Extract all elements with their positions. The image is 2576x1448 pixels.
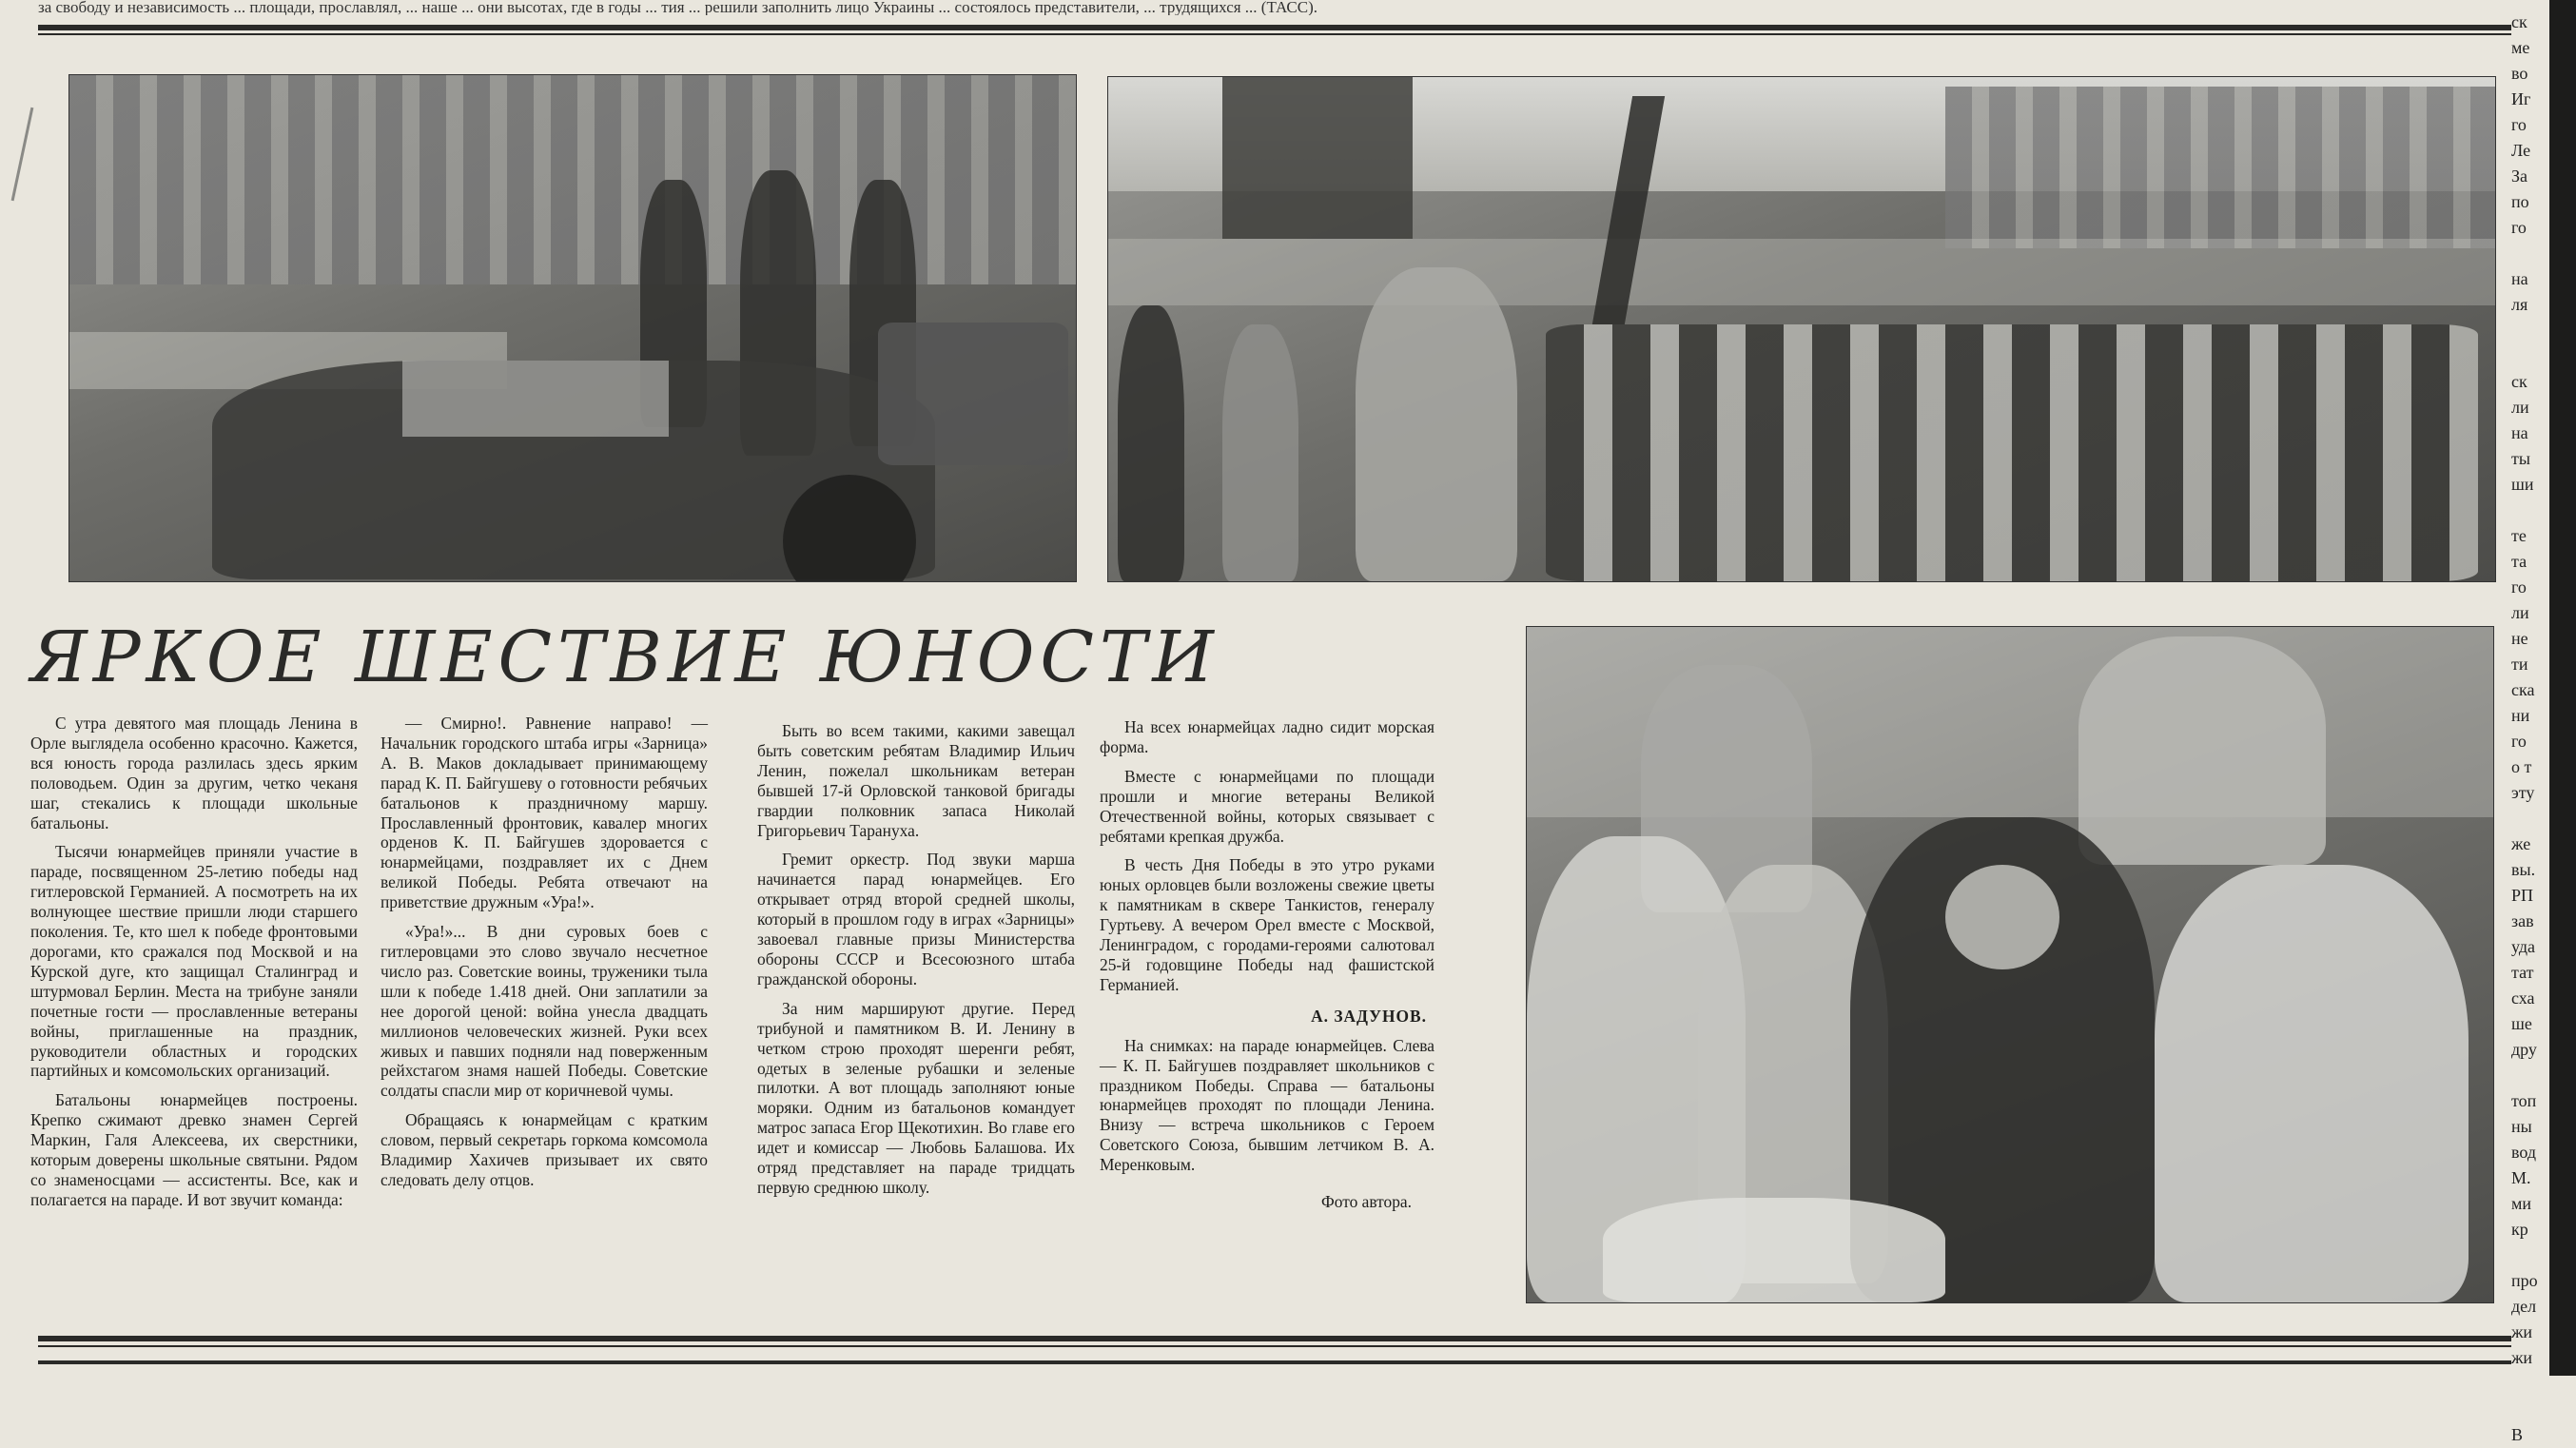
edge-fragment-line: ми (2511, 1194, 2532, 1213)
paragraph: С утра девятого мая площадь Ленина в Орле выглядела особенно красочно. Кажется, вся юность города разлилась здесь ярким половодьем. Один за другим, четко чеканя шаг, стекались к площади школьные батальоны. (30, 714, 358, 832)
edge-fragment-line: ти (2511, 655, 2528, 674)
paragraph: Гремит оркестр. Под звуки марша начинается парад юнармейцев. Его открывает отряд второй средней школы, который в прошлом году в играх «Зарницы» завоевал главные призы Министерства обороны СССР и Всесоюзного штаба гражданской обороны. (757, 850, 1075, 988)
edge-fragment-line: го (2511, 115, 2527, 134)
edge-fragment-line: не (2511, 629, 2528, 648)
top-article-fragment: за свободу и независимость ... площади, прославлял, ... наше ... они высотах, где в годы ... тия ... решили заполнить лицо Украины ... состоялось представители, ... трудящихся ... (ТАСС). (38, 0, 1318, 15)
edge-fragment-line: тат (2511, 963, 2534, 982)
paragraph: Быть во всем такими, какими завещал быть советским ребятам Владимир Ильич Ленин, пожелал школьникам ветеран бывшей 17-й Орловской танковой бригады гвардии полковник запаса Николай Григорьевич Тарануха. (757, 721, 1075, 840)
edge-fragment-line: ни (2511, 706, 2530, 725)
edge-fragment-line (2511, 1243, 2549, 1268)
pencil-mark (11, 108, 34, 201)
edge-fragment-line: дру (2511, 1040, 2537, 1059)
bottom-rule-thin (38, 1345, 2511, 1347)
edge-fragment-line: во (2511, 64, 2528, 83)
edge-fragment-line: В (2511, 1425, 2524, 1444)
edge-fragment-line (2511, 806, 2549, 832)
edge-fragment-line: го (2511, 218, 2527, 237)
top-rule (38, 25, 2511, 30)
paragraph: Обращаясь к юнармейцам с кратким словом, первый секретарь горкома комсомола Владимир Хахичев призывает их свято следовать делу отцов. (381, 1110, 708, 1189)
paragraph: В честь Дня Победы в это утро руками юных орловцев были возложены свежие цветы к памятникам в сквере Танкистов, генералу Гуртьеву. А вечером Орел вместе с Москвой, Ленинградом, с городами-героями салютовал 25-й годовщине Победы над фашистской Германией. (1100, 855, 1434, 994)
article-column-3 (757, 721, 1075, 1207)
edge-fragment-line: го (2511, 732, 2527, 751)
edge-fragment-line: на (2511, 269, 2528, 288)
paragraph: На всех юнармейцах ладно сидит морская форма. (1100, 717, 1434, 756)
edge-fragment-line: За (2511, 166, 2528, 186)
edge-fragment-line: Иг (2511, 89, 2531, 108)
article-column-1 (30, 714, 358, 1220)
edge-fragment-line (2511, 318, 2549, 343)
edge-fragment-line (2511, 241, 2549, 266)
edge-fragment-line: вод (2511, 1143, 2537, 1162)
edge-fragment-line: эту (2511, 783, 2535, 802)
bottom-rule (38, 1336, 2511, 1341)
edge-fragment-line: ме (2511, 38, 2530, 57)
paragraph: Вместе с юнармейцами по площади прошли и многие ветераны Великой Отечественной войны, которых связывает с ребятами крепкая дружба. (1100, 766, 1434, 846)
edge-fragment-line: кр (2511, 1220, 2528, 1239)
edge-fragment-line: Ле (2511, 141, 2531, 160)
edge-fragment-line: ше (2511, 1014, 2532, 1033)
edge-fragment-line: та (2511, 552, 2527, 571)
author-signature: А. ЗАДУНОВ. (1311, 1006, 1427, 1026)
edge-fragment-line: РП (2511, 886, 2534, 905)
edge-fragment-line: ля (2511, 295, 2528, 314)
edge-fragment-line: сха (2511, 988, 2535, 1008)
edge-fragment-line: ска (2511, 680, 2535, 699)
edge-fragment-line (2511, 1397, 2549, 1422)
paragraph: За ним маршируют другие. Перед трибуной и памятником В. И. Ленину в четком строю проходят шеренги ребят, одетых в зеленые рубашки и зеленые пилотки. А вот площадь заполняют юные моряки. Одним из батальонов командует матрос запаса Егор Щекотихин. Во главе его идет и комиссар — Любовь Балашова. Их отряд представляет на параде тридцать первую среднюю школу. (757, 998, 1075, 1197)
adjacent-column-fragments (2511, 10, 2549, 1448)
edge-fragment-line (2511, 498, 2549, 523)
edge-fragment-line: ши (2511, 475, 2534, 494)
edge-fragment-line: о т (2511, 757, 2532, 776)
edge-fragment-line: уда (2511, 937, 2536, 956)
photo-parade-march (1107, 76, 2496, 582)
paragraph: Батальоны юнармейцев построены. Крепко сжимают древко знамен Сергей Маркин, Галя Алексеева, их сверстники, которым доверены школьные святыни. Рядом со знаменосцами — ассистенты. Все, как и полагается на параде. И вот звучит команда: (30, 1090, 358, 1209)
edge-fragment-line: по (2511, 192, 2529, 211)
edge-fragment-line: ск (2511, 12, 2527, 31)
edge-fragment-line (2511, 343, 2549, 369)
edge-fragment-line: ли (2511, 398, 2529, 417)
edge-fragment-line: ны (2511, 1117, 2532, 1136)
photo-caption: На снимках: на параде юнармейцев. Слева — К. П. Байгушев поздравляет школьников с праздником Победы. Справа — батальоны юнармейцев проходят по площади Ленина. Внизу — встреча школьников с Героем Советского Союза, бывшим летчиком В. А. Меренковым. (1100, 1035, 1434, 1175)
edge-fragment-line: те (2511, 526, 2527, 545)
edge-fragment-line: же (2511, 834, 2531, 853)
bottom-rule-2 (38, 1360, 2511, 1364)
page-edge (2549, 0, 2576, 1376)
edge-fragment-line: на (2511, 423, 2528, 442)
edge-fragment-line: топ (2511, 1091, 2537, 1110)
edge-fragment-line (2511, 1371, 2549, 1397)
edge-fragment-line: ты (2511, 449, 2530, 468)
top-rule-thin (38, 33, 2511, 35)
article-column-4 (1100, 717, 1434, 1212)
edge-fragment-line: жи (2511, 1322, 2533, 1341)
edge-fragment-line: М. (2511, 1168, 2531, 1187)
edge-fragment-line: вы. (2511, 860, 2536, 879)
edge-fragment-line: про (2511, 1271, 2538, 1290)
photo-meeting-veteran (1526, 626, 2494, 1303)
paragraph: — Смирно!. Равнение направо! — Начальник городского штаба игры «Зарница» А. В. Маков докладывает принимающему парад К. П. Байгушеву о готовности ребячьих батальонов к праздничному маршу. Прославленный фронтовик, кавалер многих орденов К. П. Байгушев здоровается с юнармейцами, поздравляет их с Днем великой Победы. Ребята отвечают на приветствие дружным «Ура!». (381, 714, 708, 912)
photo-jeep-review (68, 74, 1077, 582)
paragraph: Тысячи юнармейцев приняли участие в параде, посвященном 25-летию победы над гитлеровской Германией. А посмотреть на их волнующее шествие пришли люди старшего поколения. Те, кто шел к победе фронтовыми дорогами, кто сражался под Москвой и на Курской дуге, кто защищал Сталинград и штурмовал Берлин. Места на трибуне заняли почетные гости — прославленные ветераны войны, приглашенные на праздник, руководители областных и городских партийных и комсомольских организаций. (30, 842, 358, 1081)
article-headline: ЯРКОЕ ШЕСТВИЕ ЮНОСТИ (30, 616, 1220, 698)
article-column-2 (381, 714, 708, 1200)
edge-fragment-line: ск (2511, 372, 2527, 391)
edge-fragment-line (2511, 1063, 2549, 1088)
edge-fragment-line: го (2511, 577, 2527, 597)
edge-fragment-line: ли (2511, 603, 2529, 622)
paragraph: «Ура!»... В дни суровых боев с гитлеровцами это слово звучало несчетное число раз. Советские воины, труженики тыла шли к победе 1.418 дней. Они заплатили за нее дорогой ценой: война унесла двадцать миллионов человеческих жизней. Руки всех живых и павших подняли над поверженным рейхстагом знамя нашей Победы. Советские солдаты спасли мир от коричневой чумы. (381, 922, 708, 1101)
edge-fragment-line: жи (2511, 1348, 2533, 1367)
photo-credit: Фото автора. (1321, 1192, 1412, 1212)
edge-fragment-line: зав (2511, 911, 2534, 930)
edge-fragment-line: дел (2511, 1297, 2537, 1316)
